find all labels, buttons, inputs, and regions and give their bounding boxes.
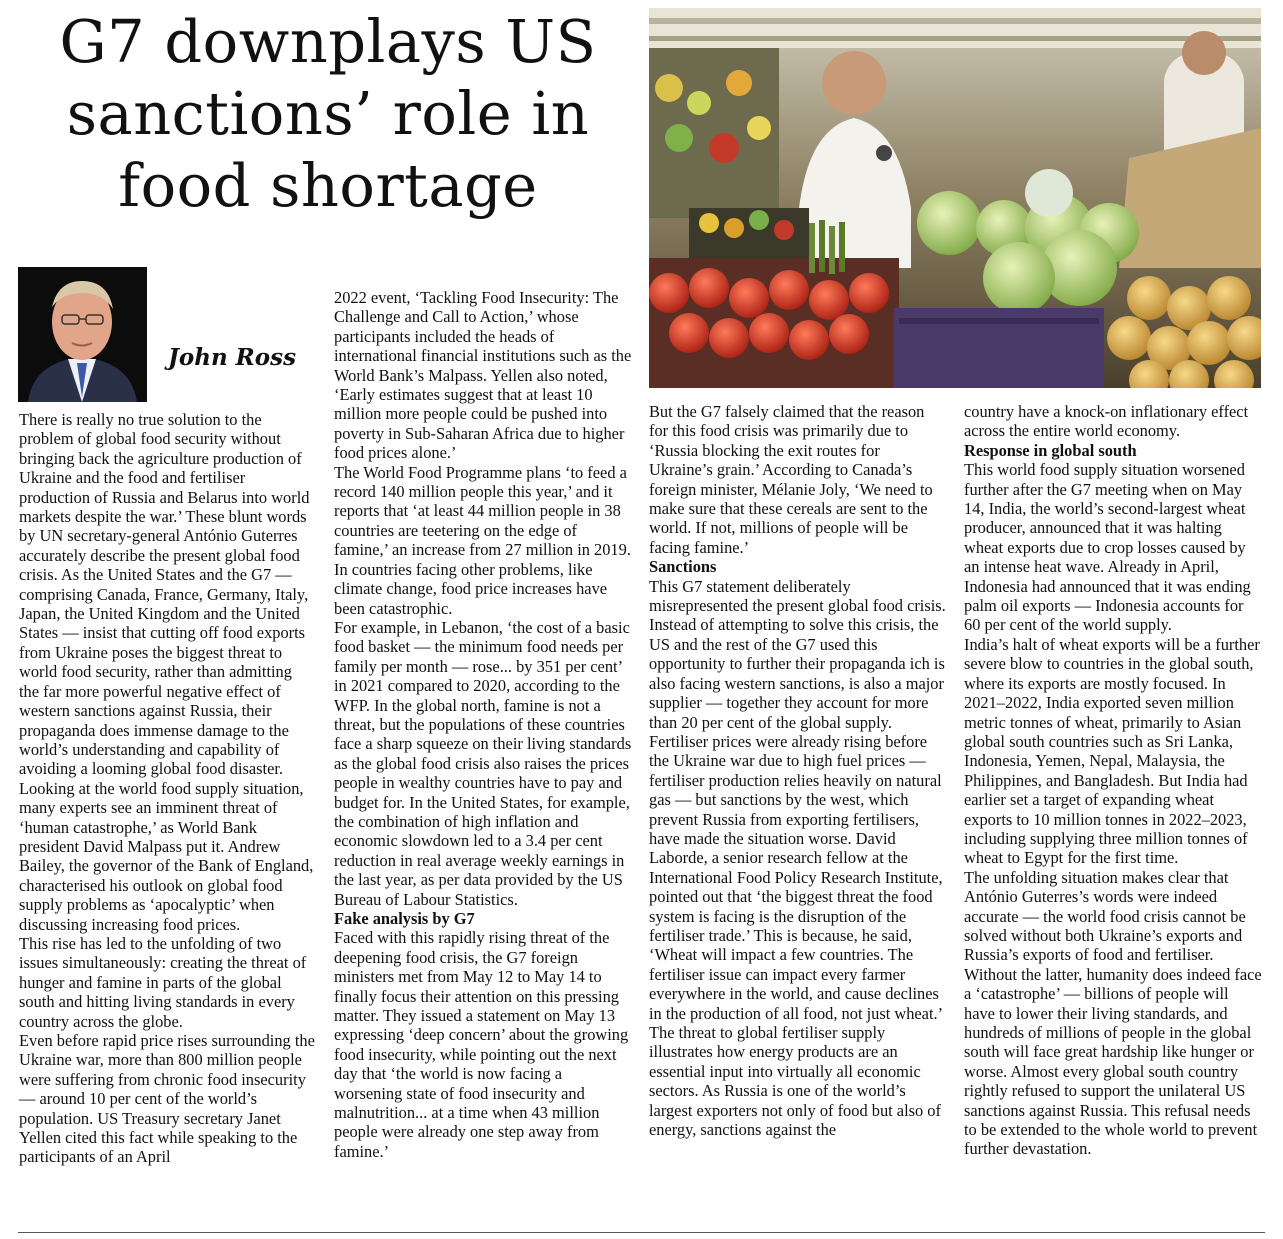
- market-stall-illustration: [649, 8, 1261, 388]
- paragraph: Even before rapid price rises surrounding the Ukraine war, more than 800 million people were suffering from chronic food insecurity — around 10 per cent of the world’s population. US Treasury secretary Janet Yellen cited this fact while speaking to the participants of an April: [19, 1031, 315, 1167]
- paragraph: 2022 event, ‘Tackling Food Insecurity: The Challenge and Call to Action,’ whose participants included the heads of international financial institutions such as the World Bank’s Malpass. Yellen also noted, ‘Early estimates suggest that at least 10 million more people could be pushed into poverty in Sub-Saharan Africa due to higher food prices alone.’: [334, 288, 632, 463]
- paragraph: This rise has led to the unfolding of two issues simultaneously: creating the threat of hunger and famine in parts of the global south and hitting living standards in every country across the globe.: [19, 933, 307, 1031]
- paragraph: Faced with this rapidly rising threat of the deepening food crisis, the G7 foreign ministers met from May 12 to May 14 to finally focus their attention on this pressing matter. They issued a statement on May 13 expressing ‘deep concern’ about the growing food insecurity, while pointing out the next day that ‘the world is now facing a worsening state of food insecurity and malnutrition... at a time when 43 million people were already one step away from famine.’: [334, 928, 629, 1161]
- article-column-1: [19, 410, 315, 1167]
- headline-line-1: G7 downplays US: [59, 7, 597, 76]
- bottom-rule: [18, 1232, 1265, 1233]
- paragraph: Fertiliser prices were already rising before the Ukraine war due to high fuel prices — fertiliser production relies heavily on natural gas — but sanctions by the west, which prevent Russia from exporting fertilisers, have made the situation worse. David Laborde, a senior research fellow at the International Food Policy Research Institute, pointed out that ‘the biggest threat the food system is facing is the disruption of the fertiliser trade.’ This is because, he said, ‘Wheat will impact a few countries. The fertiliser issue can impact every farmer everywhere in the world, and cause declines in the production of all food, not just wheat.’: [649, 731, 944, 1023]
- paragraph: The unfolding situation makes clear that António Guterres’s words were indeed accurate — the world food crisis cannot be solved without both Ukraine’s exports and Russia’s exports of food and fertiliser. Without the latter, humanity does indeed face a ‘catastrophe’ — billions of people will have to lower their living standards, and hundreds of millions of people in the global south will face great hardship like hunger or worse. Almost every global south country rightly refused to support the unilateral US sanctions against Russia. This refusal needs to be extended to the whole world to prevent further devastation.: [964, 867, 1262, 1159]
- paragraph: The World Food Programme plans ‘to feed a record 140 million people this year,’ and it reports that ‘at least 44 million people in 38 countries are teetering on the edge of famine,’ an increase from 27 million in 2019. In countries facing other problems, like climate change, food price increases have been catastrophic.: [334, 462, 631, 618]
- vendor-head: [822, 51, 886, 115]
- byline: John Ross: [168, 344, 297, 371]
- headline-line-2: sanctions’ role in: [66, 79, 590, 148]
- author-photo: [18, 267, 147, 402]
- paragraph: The threat to global fertiliser supply illustrates how energy products are an essential input into virtually all economic sectors. As Russia is one of the world’s largest exporters not only of food but also of energy, sanctions against the: [649, 1023, 941, 1140]
- paragraph: country have a knock-on inflationary effect across the entire world economy.: [964, 402, 1249, 441]
- paragraph: There is really no true solution to the problem of global food security without bringing back the agriculture production of Ukraine and the food and fertiliser production of Russia and Belarus into world markets despite the war.’ These blunt words by UN secretary-general António Guterres accurately describe the present global food crisis. As the United States and the G7 — comprising Canada, France, Germany, Italy, Japan, the United Kingdom and the United States — insist that cutting off food exports from Ukraine poses the biggest threat to world food security, rather than admitting the far more powerful negative effect of western sanctions against Russia, their propaganda does immense damage to the world’s understanding and capability of avoiding a looming global food disaster.: [19, 410, 310, 779]
- paragraph: Looking at the world food supply situation, many experts see an imminent threat of ‘human catastrophe,’ as World Bank president David Malpass put it. Andrew Bailey, the governor of the Bank of England, characterised his outlook on global food supply problems as ‘apocalyptic’ when discussing increasing food prices.: [19, 778, 314, 934]
- hero-photo: [649, 8, 1261, 388]
- paragraph: India’s halt of wheat exports will be a further severe blow to countries in the global south, where its exports are mostly focused. In 2021–2022, India exported seven million metric tonnes of wheat, primarily to Asian global south countries such as Sri Lanka, Indonesia, Yemen, Nepal, Malaysia, the Philippines, and Bangladesh. But India had earlier set a target of expanding wheat exports to 10 million tonnes in 2022–2023, including supplying three million tonnes of wheat to Egypt for the first time.: [964, 634, 1260, 868]
- paragraph: For example, in Lebanon, ‘the cost of a basic food basket — the minimum food needs per family per month — rose... by 351 per cent’ in 2021 compared to 2020, according to the WFP. In the global north, famine is not a threat, but the populations of these countries face a sharp squeeze on their living standards as the global food crisis also raises the prices people in wealthy countries have to pay and budget for. In the United States, for example, the combination of high inflation and economic slowdown led to a 3.4 per cent reduction in real average weekly earnings in the last year, as per data provided by the US Bureau of Labour Statistics.: [334, 617, 632, 909]
- section-heading: Sanctions: [649, 557, 717, 577]
- paragraph: But the G7 falsely claimed that the reason for this food crisis was primarily due to ‘Russia blocking the exit routes for Ukraine’s grain.’ According to Canada’s foreign minister, Mélanie Joly, ‘We need to make sure that these cereals are sent to the world. If not, millions of people will be facing famine.’: [649, 402, 933, 557]
- headline-line-3: food shortage: [118, 151, 538, 220]
- headline: [18, 6, 638, 222]
- article-column-4: [964, 402, 1262, 1159]
- paragraph: This world food supply situation worsened further after the G7 meeting when on May 14, India, the world’s second-largest wheat producer, announced that it was halting wheat exports due to crop losses caused by an intense heat wave. Already in April, Indonesia had announced that it was ending palm oil exports — Indonesia accounts for 60 per cent of the world supply.: [964, 460, 1251, 635]
- article-column-2: [334, 288, 632, 1161]
- paragraph: This G7 statement deliberately misrepresented the present global food crisis. Instead of attempting to solve this crisis, the US and the rest of the G7 used this opportunity to further their propaganda ich is also facing western sanctions, is also a major supplier — together they account for more than 20 per cent of the global supply.: [649, 576, 946, 732]
- section-heading: Fake analysis by G7: [334, 909, 475, 928]
- author-portrait: [18, 267, 147, 402]
- section-heading: Response in global south: [964, 440, 1137, 460]
- article-column-3: [649, 402, 947, 1139]
